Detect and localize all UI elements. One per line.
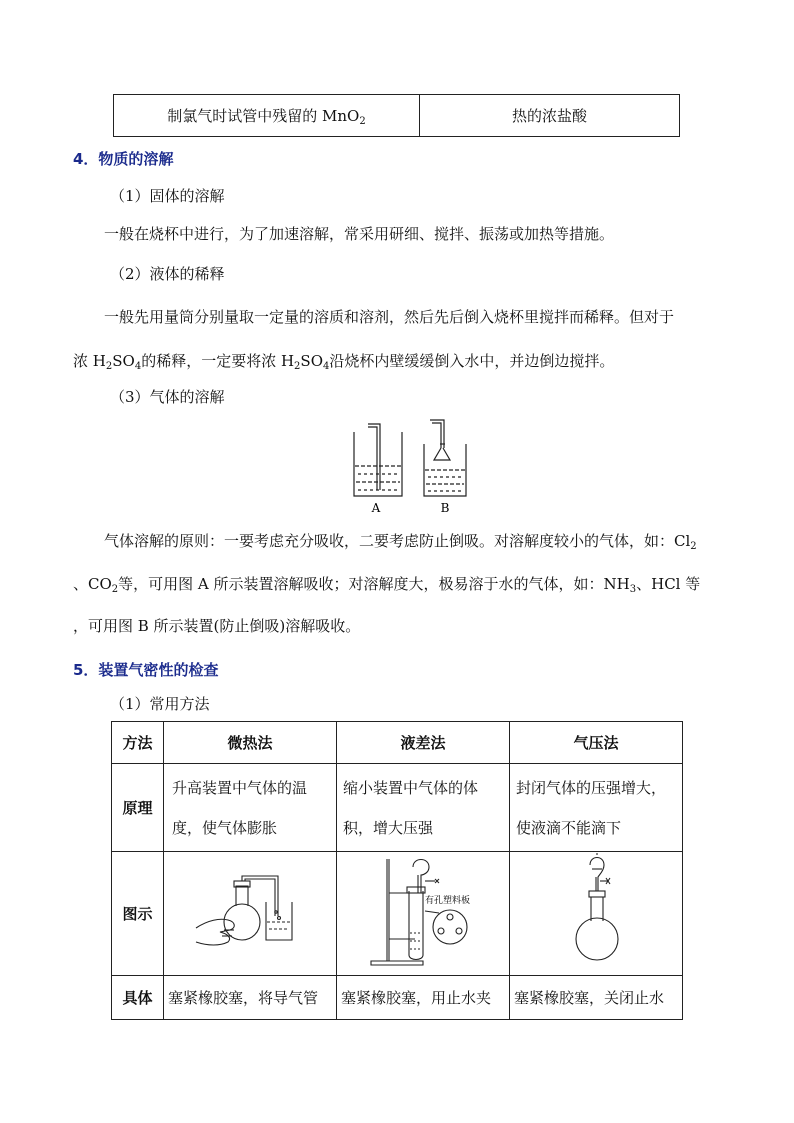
specific-label: 具体 <box>112 976 164 1020</box>
residue-table <box>113 94 680 137</box>
section-5-heading: 5．装置气密性的检查 <box>73 661 219 679</box>
gas-absorption-figure <box>344 418 474 516</box>
subheading-solid-dissolving: （1）固体的溶解 <box>110 187 225 205</box>
beaker-b <box>424 420 466 496</box>
specific-row <box>112 976 683 1020</box>
specific-heating: 塞紧橡胶塞，将导气管 <box>164 976 337 1020</box>
heating-method-diagram <box>190 872 310 952</box>
principle-row <box>112 764 683 852</box>
gas-pressure-diagram <box>546 853 646 971</box>
figure-heating <box>164 852 337 976</box>
header-row <box>112 722 683 764</box>
header-heating: 微热法 <box>164 722 337 764</box>
paragraph-gas-line1: 气体溶解的原则：一要考虑充分吸收，二要考虑防止倒吸。对溶解度较小的气体，如：$Cl_2$ <box>104 532 697 552</box>
paragraph-dilution-line1: 一般先用量筒分别量取一定量的溶质和溶剂，然后先后倒入烧杯里搅拌而稀释。但对于 <box>104 308 675 326</box>
airtightness-table <box>111 721 683 1020</box>
figure-label-b: B <box>440 501 450 515</box>
section-4-heading: 4．物质的溶解 <box>73 150 174 168</box>
figure-gas-pressure <box>510 852 683 976</box>
subheading-gas-dissolving: （3）气体的溶解 <box>110 388 225 406</box>
paragraph-gas-line3: ，可用图 B 所示装置(防止倒吸)溶解吸收。 <box>73 617 361 635</box>
header-liquid-difference: 液差法 <box>337 722 510 764</box>
principle-liquid-difference: 缩小装置中气体的体 积，增大压强 <box>337 764 510 852</box>
beaker-a <box>354 424 402 496</box>
subheading-liquid-dilution: （2）液体的稀释 <box>110 265 225 283</box>
principle-label: 原理 <box>112 764 164 852</box>
principle-gas-pressure: 封闭气体的压强增大， 使液滴不能滴下 <box>510 764 683 852</box>
figure-label: 图示 <box>112 852 164 976</box>
figure-label-a: A <box>371 501 381 515</box>
subheading-common-methods: （1）常用方法 <box>110 695 210 713</box>
figure-liquid-difference <box>337 852 510 976</box>
header-gas-pressure: 气压法 <box>510 722 683 764</box>
specific-liquid-difference: 塞紧橡胶塞，用止水夹 <box>337 976 510 1020</box>
reagent-cell: 热的浓盐酸 <box>420 95 680 137</box>
paragraph-dilution-line2: 浓 $H_2SO_4$的稀释，一定要将浓 $H_2SO_4$沿烧杯内壁缓缓倒入水中，并边倒边搅拌。 <box>73 352 615 372</box>
residue-cell: 制氯气时试管中残留的 MnO$_2$ <box>114 95 420 137</box>
principle-heating: 升高装置中气体的温 度，使气体膨胀 <box>164 764 337 852</box>
plastic-plate-label: 有孔塑料板 <box>425 895 471 906</box>
paragraph-solid: 一般在烧杯中进行，为了加速溶解，常采用研细、搅拌、振荡或加热等措施。 <box>104 225 615 243</box>
header-method: 方法 <box>112 722 164 764</box>
specific-gas-pressure: 塞紧橡胶塞，关闭止水 <box>510 976 683 1020</box>
liquid-difference-diagram <box>353 853 493 971</box>
figure-row <box>112 852 683 976</box>
paragraph-gas-line2: 、$CO_2$等，可用图 A 所示装置溶解吸收；对溶解度大，极易溶于水的气体，如：$NH_3$、HCl 等 <box>73 575 701 595</box>
